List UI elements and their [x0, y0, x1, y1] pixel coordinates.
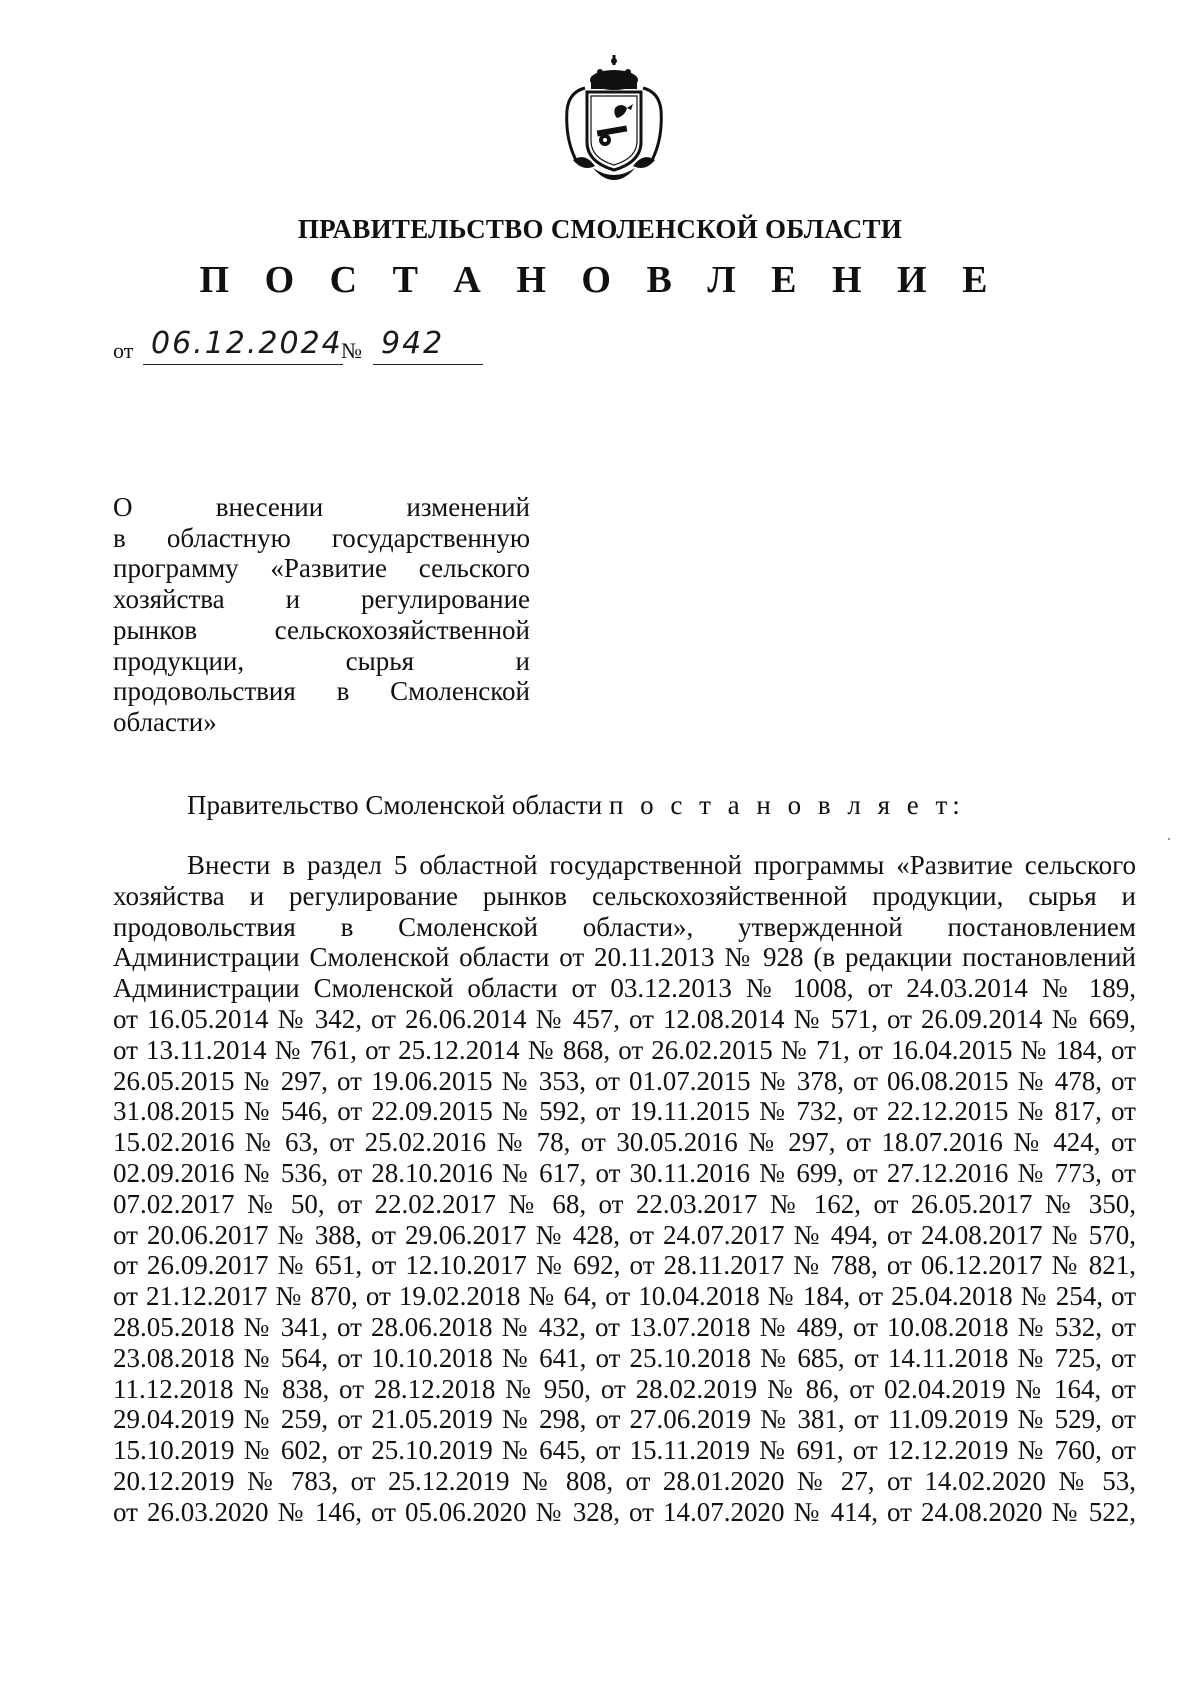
body-line: Администрации Смоленской области от 20.11.2013 № 928 (в редакции постановлений — [113, 942, 1136, 973]
body-line: от 26.09.2017 № 651, от 12.10.2017 № 692, от 28.11.2017 № 788, от 06.12.2017 № 821, — [113, 1250, 1136, 1281]
body-line: от 20.06.2017 № 388, от 29.06.2017 № 428, от 24.07.2017 № 494, от 24.08.2017 № 570, — [113, 1219, 1136, 1250]
scan-speck — [1168, 838, 1170, 840]
organization-title: ПРАВИТЕЛЬСТВО СМОЛЕНСКОЙ ОБЛАСТИ — [297, 214, 903, 244]
date-value: 06.12.2024 — [151, 326, 343, 361]
number-prefix: № — [341, 338, 362, 363]
number-value: 942 — [381, 326, 445, 361]
body-line: 15.02.2016 № 63, от 25.02.2016 № 78, от 30.05.2016 № 297, от 18.07.2016 № 424, от — [113, 1127, 1136, 1158]
body-line: 20.12.2019 № 783, от 25.12.2019 № 808, от 28.01.2020 № 27, от 14.02.2020 № 53, — [113, 1465, 1136, 1496]
resolves-text: Правительство Смоленской области — [187, 790, 603, 820]
document-subject — [113, 492, 530, 738]
subject-line: О внесении изменений — [113, 492, 530, 522]
body-line: 02.09.2016 № 536, от 28.10.2016 № 617, от 30.11.2016 № 699, от 27.12.2016 № 773, от — [113, 1157, 1136, 1188]
document-type-title: П О С Т А Н О В Л Е Н И Е — [199, 259, 1001, 301]
body-line: от 16.05.2014 № 342, от 26.06.2014 № 457, от 12.08.2014 № 571, от 26.09.2014 № 669, — [113, 1003, 1136, 1034]
body-line: 31.08.2015 № 546, от 22.09.2015 № 592, от 19.11.2015 № 732, от 22.12.2015 № 817, от — [113, 1096, 1136, 1127]
subject-line: продовольствия в Смоленской — [113, 676, 530, 707]
date-underline — [143, 364, 343, 365]
subject-line: программу «Развитие сельского — [113, 553, 530, 584]
coat-of-arms-icon — [555, 52, 673, 184]
body-line: от 13.11.2014 № 761, от 25.12.2014 № 868, от 26.02.2015 № 71, от 16.04.2015 № 184, от — [113, 1034, 1136, 1065]
resolves-line — [187, 790, 965, 821]
body-line: 15.10.2019 № 602, от 25.10.2019 № 645, от 15.11.2019 № 691, от 12.12.2019 № 760, от — [113, 1435, 1136, 1466]
body-line: 29.04.2019 № 259, от 21.05.2019 № 298, от 27.06.2019 № 381, от 11.09.2019 № 529, от — [113, 1404, 1136, 1435]
body-line: хозяйства и регулирование рынков сельскохозяйственной продукции, сырья и — [113, 880, 1136, 911]
subject-line: хозяйства и регулирование — [113, 584, 530, 615]
body-line: от 26.03.2020 № 146, от 05.06.2020 № 328, от 14.07.2020 № 414, от 24.08.2020 № 522, — [113, 1496, 1136, 1527]
date-number-line — [113, 326, 533, 362]
body-line: Администрации Смоленской области от 03.12.2013 № 1008, от 24.03.2014 № 189, — [113, 973, 1136, 1004]
subject-line: области» — [113, 706, 217, 737]
body-line: продовольствия в Смоленской области», утвержденной постановлением — [113, 911, 1136, 942]
resolves-spaced: п о с т а н о в л я е т: — [608, 790, 965, 820]
body-line: Внести в раздел 5 областной государственной программы «Развитие сельского — [187, 850, 1136, 880]
body-line: 11.12.2018 № 838, от 28.12.2018 № 950, от 28.02.2019 № 86, от 02.04.2019 № 164, от — [113, 1373, 1136, 1404]
body-line: 07.02.2017 № 50, от 22.02.2017 № 68, от 22.03.2017 № 162, от 26.05.2017 № 350, — [113, 1188, 1136, 1219]
body-line: 28.05.2018 № 341, от 28.06.2018 № 432, от 13.07.2018 № 489, от 10.08.2018 № 532, от — [113, 1311, 1136, 1342]
document-body — [113, 850, 1136, 1528]
number-underline — [373, 364, 483, 365]
body-line: 26.05.2015 № 297, от 19.06.2015 № 353, от 01.07.2015 № 378, от 06.08.2015 № 478, от — [113, 1065, 1136, 1096]
body-line: 23.08.2018 № 564, от 10.10.2018 № 641, от 25.10.2018 № 685, от 14.11.2018 № 725, от — [113, 1342, 1136, 1373]
date-prefix: от — [113, 338, 134, 363]
body-line: от 21.12.2017 № 870, от 19.02.2018 № 64, от 10.04.2018 № 184, от 25.04.2018 № 254, от — [113, 1281, 1136, 1312]
subject-line: продукции, сырья и — [113, 645, 530, 676]
subject-line: в областную государственную — [113, 522, 530, 553]
subject-line: рынков сельскохозяйственной — [113, 614, 530, 645]
